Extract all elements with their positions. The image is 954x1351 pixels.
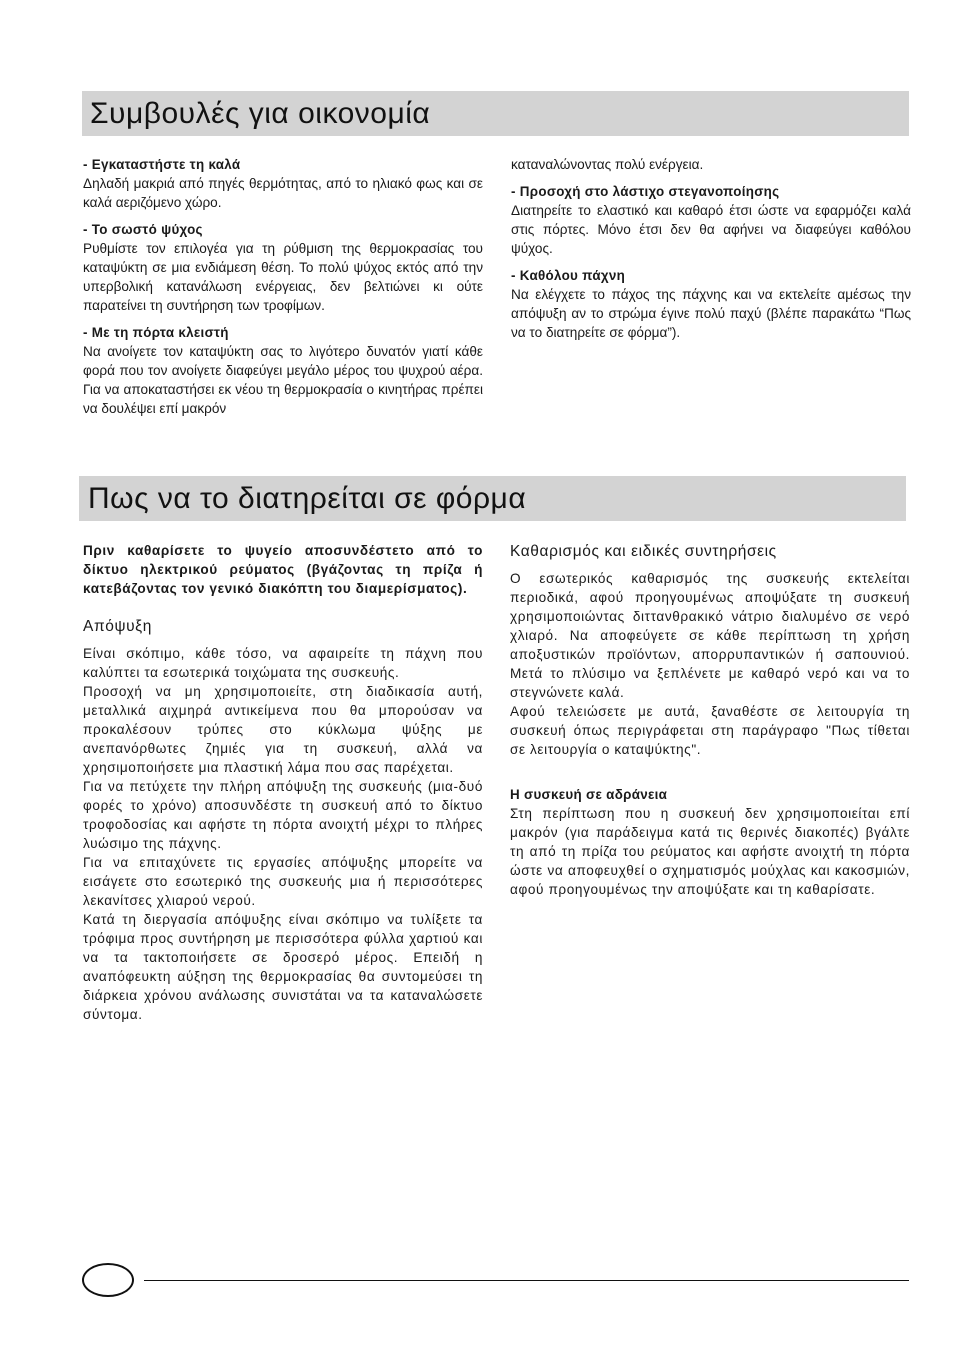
footer-divider [144, 1280, 909, 1281]
cleaning-paragraph: Αφού τελειώσετε με αυτά, ξαναθέστε σε λειτουργία τη συσκευή όπως περιγράφεται στη παράγραφο "Πως τίθεται σε λειτουργία ο καταψύκτης". [510, 704, 910, 757]
defrost-paragraph: Για να πετύχετε την πλήρη απόψυξη της συσκευής (μια-δυό φορές το χρόνο) αποσυνδέστε τη συσκευή από το δίκτυο τροφοδοσίας και αφήστε τη πόρτα ανοιχτή μέχρι το πλήρες λυώσιμο της πάχνης. [83, 779, 483, 851]
idle-heading: Η συσκευή σε αδράνεια [510, 787, 668, 802]
tip-text: Δηλαδή μακριά από πηγές θερμότητας, από το ηλιακό φως και σε καλά αεριζόμενο χώρο. [83, 176, 483, 210]
tip-heading: - Εγκαταστήστε τη καλά [83, 157, 241, 172]
page-number-oval [82, 1263, 134, 1297]
tip-text: Διατηρείτε το ελαστικό και καθαρό έτσι ώστε να εφαρμόζει καλά στις πόρτες. Μόνο έτσι δεν θα αφήνει να διαφεύγει καθόλου ψύχος. [511, 203, 911, 256]
maintenance-left-column [83, 541, 483, 1024]
section-banner-economy [82, 91, 909, 136]
tip-heading: - Προσοχή στο λάστιχο στεγανοποίησης [511, 184, 780, 199]
tip-heading: - Το σωστό ψύχος [83, 222, 203, 237]
maintenance-right-column [510, 541, 910, 899]
defrost-paragraph: Για να επιταχύνετε τις εργασίες απόψυξης μπορείτε να εισάγετε στο εσωτερικό της συσκευής μια ή περισσότερες λεκανίτσες χλιαρού νερού. [83, 855, 483, 908]
idle-paragraph: Στη περίπτωση που η συσκευή δεν χρησιμοποιείται επί μακρόν (για παράδειγμα κατά τις θερινές διακοπές) βγάλτε τη από τη πρίζα του ρεύματος και αφήστε ανοιχτή τη πόρτα ώστε να αποφευχθεί ο σχηματισμός μούχλας και κακοσμιών, αφού προηγουμένως την αποψύξατε και τη καθαρίσατε. [510, 806, 910, 897]
tip-text: Να ελέγχετε το πάχος της πάχνης και να εκτελείτε αμέσως την απόψυξη αν το στρώμα έγινε πολύ παχύ (βλέπε παρακάτω “Πως να το διατηρείτε σε φόρμα”). [511, 287, 911, 340]
economy-right-column [511, 155, 911, 342]
cleaning-paragraph: Ο εσωτερικός καθαρισμός της συσκευής εκτελείται περιοδικά, αφού προηγουμένως αποψύξατε τη συσκευή χρησιμοποιώντας διττανθρακικό νάτριο διαλυμένο σε νερό χλιαρό. Να αποφεύγετε σε κάθε περίπτωση τη χρήση αποξυστικών προϊόντων, απορρυπαντικών ή σαπουνιού. Μετά το πλύσιμο να ξεπλένετε με καθαρό νερό και να το στεγνώνετε καλά. [510, 571, 910, 700]
defrost-paragraph: Είναι σκόπιμο, κάθε τόσο, να αφαιρείτε τη πάχνη που καλύπτει τα εσωτερικά τοιχώματα της συσκευής. [83, 646, 483, 680]
defrost-heading: Απόψυξη [83, 618, 152, 635]
tip-heading: - Με τη πόρτα κλειστή [83, 325, 229, 340]
cleaning-heading: Καθαρισμός και ειδικές συντηρήσεις [510, 543, 777, 560]
economy-left-column [83, 155, 483, 418]
section-title-maintenance: Πως να το διατηρείται σε φόρμα [88, 481, 527, 515]
tip-text-continuation: καταναλώνοντας πολύ ενέργεια. [511, 157, 704, 172]
tip-text: Ρυθμίστε τον επιλογέα για τη ρύθμιση της θερμοκρασίας του καταψύκτη σε μια ενδιάμεση θέση. Το πολύ ψύχος εκτός από την υπερβολική κατανάλωση ενέργειας, δεν βελτιώνει κι ούτε παρατείνει τη συντήρηση των τροφίμων. [83, 241, 483, 313]
tip-text: Να ανοίγετε τον καταψύκτη σας το λιγότερο δυνατόν γιατί κάθε φορά που τον ανοίγετε διαφεύγει μεγάλο μέρος του ψυχρού αέρα. Για να αποκαταστήσει εκ νέου τη θερμοκρασία ο κινητήρας πρέπει να δουλέψει επί μακρόν [83, 344, 483, 416]
section-title-economy: Συμβουλές για οικονομία [90, 96, 431, 130]
defrost-paragraph: Κατά τη διεργασία απόψυξης είναι σκόπιμο να τυλίξετε τα τρόφιμα προς συντήρηση με περισσότερα φύλλα χαρτιού και να τα τακτοποιήσετε σε δροσερό μέρος. Επειδή η αναπόφευκτη αύξηση της θερμοκρασίας θα συντομεύσει τη διάρκεια χρόνου ανάλωσης συνιστάται να τα καταναλώσετε σύντομα. [83, 912, 483, 1022]
warning-intro: Πριν καθαρίσετε το ψυγείο αποσυνδέστετο από το δίκτυο ηλεκτρικού ρεύματος (βγάζοντας τη πρίζα ή κατεβάζοντας τον γενικό διακόπτη του διαμερίσματος). [83, 543, 483, 596]
defrost-paragraph: Προσοχή να μη χρησιμοποιείτε, στη διαδικασία αυτή, μεταλλικά αιχμηρά αντικείμενα που θα μπορούσαν να προκαλέσουν τρύπες στο κύκλωμα ψύξης με ανεπανόρθωτες ζημιές για τη συσκευή, αλλά να χρησιμοποιήσετε μια πλαστική λάμα που σας παρέχεται. [83, 684, 483, 775]
tip-heading: - Καθόλου πάχνη [511, 268, 626, 283]
section-banner-maintenance [79, 476, 906, 521]
